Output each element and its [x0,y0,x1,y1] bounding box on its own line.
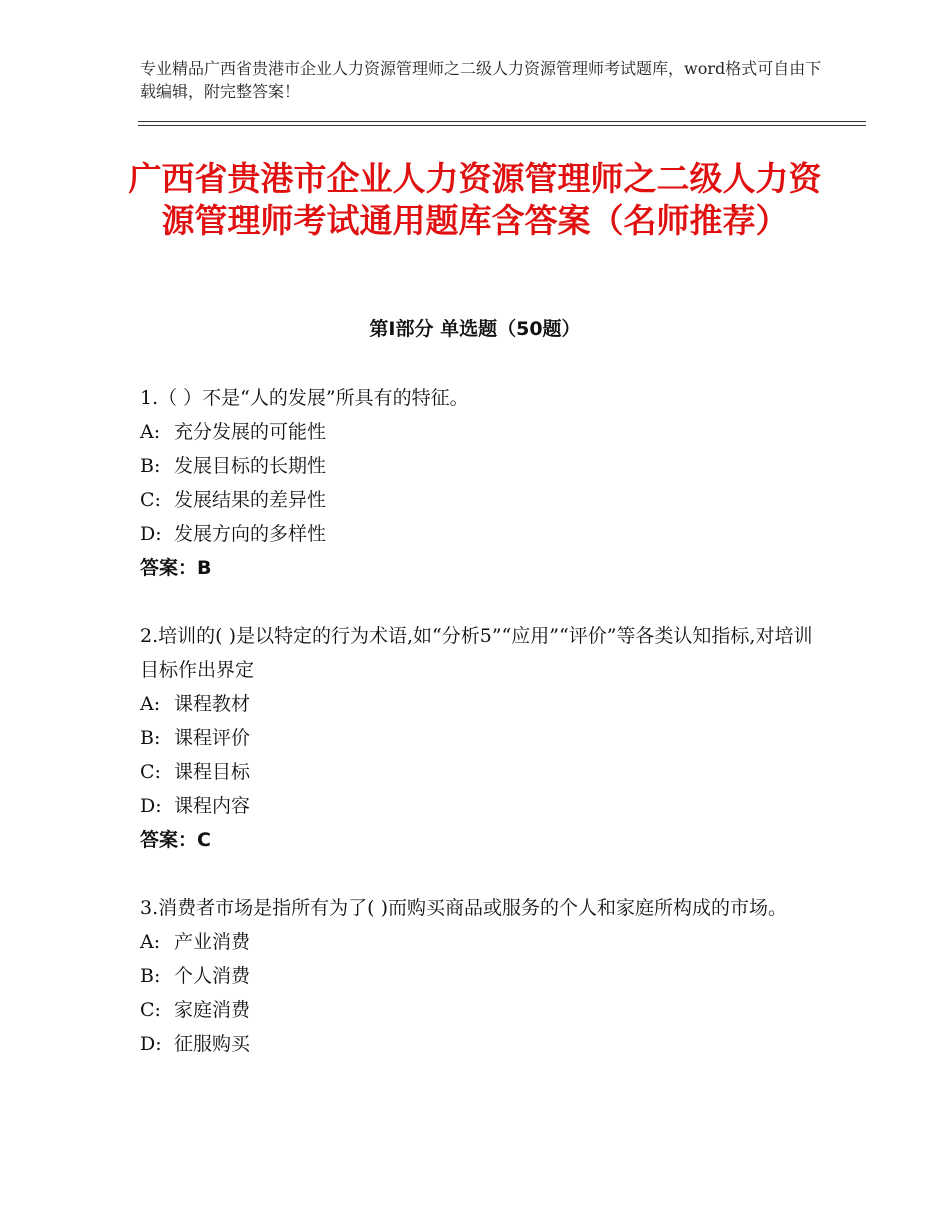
option-text: 个人消费 [174,965,251,987]
option-d [140,789,820,823]
question-list [140,381,820,1095]
option-text: 课程评价 [174,727,251,749]
header-rule-top [138,121,866,122]
option-text: 产业消费 [174,931,251,953]
answer-value: B [197,557,212,579]
question-stem: 2.培训的( )是以特定的行为术语,如“分析5”“应用”“评价”等各类认知指标,对培训目标作出界定 [140,625,813,681]
answer-value: C [197,829,211,851]
option-b [140,959,820,993]
option-text: 课程教材 [174,693,251,715]
option-text: 发展目标的长期性 [174,455,327,477]
option-letter: C: [140,999,161,1021]
option-c [140,483,820,517]
option-text: 充分发展的可能性 [174,421,327,443]
option-letter: D: [140,1033,162,1055]
question-2 [140,619,820,857]
option-letter: A: [140,421,161,443]
option-d [140,517,820,551]
option-letter: C: [140,761,161,783]
option-letter: A: [140,931,161,953]
question-stem: 3.消费者市场是指所有为了( )而购买商品或服务的个人和家庭所构成的市场。 [140,897,787,919]
option-text: 家庭消费 [174,999,251,1021]
option-letter: B: [140,727,161,749]
option-letter: D: [140,523,162,545]
question-stem: 1.（ ）不是“人的发展”所具有的特征。 [140,387,469,409]
option-letter: B: [140,965,161,987]
header-note: 专业精品广西省贵港市企业人力资源管理师之二级人力资源管理师考试题库，word格式可自由下载编辑，附完整答案！ [140,59,822,101]
option-c [140,755,820,789]
option-b [140,721,820,755]
option-a [140,415,820,449]
answer-prefix: 答案： [140,829,198,851]
option-a [140,687,820,721]
option-letter: B: [140,455,161,477]
document-title: 广西省贵港市企业人力资源管理师之二级人力资源管理师考试通用题库含答案（名师推荐） [128,159,822,240]
option-text: 发展结果的差异性 [174,489,327,511]
option-c [140,993,820,1027]
option-text: 征服购买 [174,1033,251,1055]
answer-line [140,551,820,585]
answer-prefix: 答案： [140,557,198,579]
question-3 [140,891,820,1061]
option-letter: C: [140,489,161,511]
header-rule-bottom [138,125,866,126]
option-letter: A: [140,693,161,715]
option-letter: D: [140,795,162,817]
option-text: 课程内容 [174,795,251,817]
option-d [140,1027,820,1061]
section-title: 第Ⅰ部分 单选题（50题） [369,318,581,340]
question-1 [140,381,820,585]
option-a [140,925,820,959]
option-b [140,449,820,483]
answer-line [140,823,820,857]
option-text: 课程目标 [174,761,251,783]
option-text: 发展方向的多样性 [174,523,327,545]
